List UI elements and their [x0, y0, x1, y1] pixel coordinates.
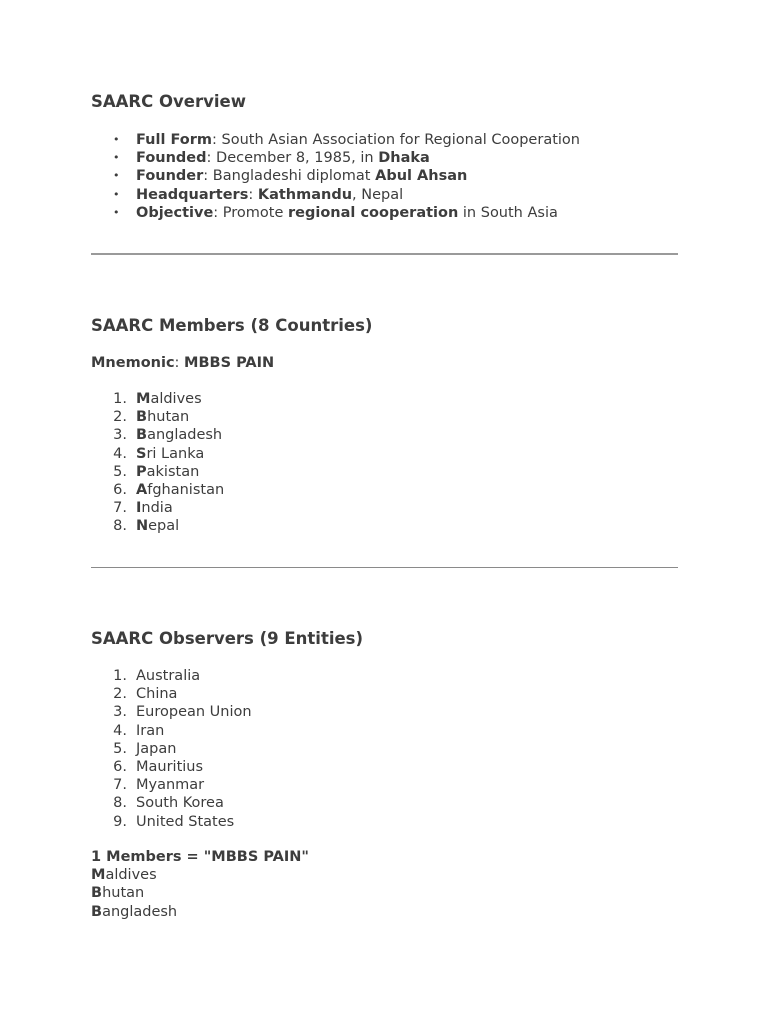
item-text: Australia — [136, 668, 201, 684]
item-initial: M — [91, 867, 106, 884]
item-initial: B — [91, 885, 103, 902]
list-item — [91, 722, 252, 740]
item-text: aldives — [105, 867, 157, 884]
item-label: Full Form — [136, 132, 213, 148]
item-text: ndia — [141, 500, 173, 517]
list-item — [91, 426, 224, 444]
list-number: 8. — [113, 518, 127, 535]
item-text: Promote — [222, 204, 289, 221]
item-text: angladesh — [147, 427, 223, 444]
members-list — [91, 390, 224, 536]
list-number: 7. — [113, 777, 127, 794]
item-text: aldives — [150, 391, 202, 407]
recap-line — [91, 866, 309, 884]
list-item — [91, 499, 224, 517]
bullet-icon: • — [113, 187, 120, 201]
item-text: epal — [148, 518, 180, 535]
item-text: European Union — [136, 704, 252, 721]
item-emphasis: Abul Ahsan — [375, 168, 468, 185]
members-recap — [91, 848, 309, 921]
item-initial: P — [136, 463, 147, 480]
members-heading: SAARC Members (8 Countries) — [91, 316, 373, 335]
bullet-icon: • — [113, 169, 120, 183]
list-number: 5. — [113, 740, 127, 757]
item-text: in South Asia — [458, 204, 558, 221]
item-text: South Asian Association for Regional Cooperation — [221, 132, 580, 148]
item-label: Headquarters — [136, 186, 249, 203]
list-number: 1. — [113, 668, 127, 684]
item-text: akistan — [146, 463, 200, 480]
section-divider — [91, 567, 678, 568]
item-text: ri Lanka — [146, 445, 205, 462]
list-item — [91, 517, 224, 535]
item-text: Bangladeshi diplomat — [212, 168, 376, 185]
item-text: South Korea — [136, 795, 224, 812]
list-item — [91, 481, 224, 499]
bullet-icon: • — [113, 205, 120, 219]
recap-heading — [91, 848, 309, 866]
list-number: 7. — [113, 500, 127, 517]
item-text: Iran — [136, 722, 165, 739]
item-separator: : — [248, 186, 258, 203]
overview-item-founded — [91, 149, 580, 167]
item-emphasis: Dhaka — [378, 150, 430, 167]
item-text: Japan — [136, 740, 177, 757]
list-item — [91, 703, 252, 721]
list-item — [91, 776, 252, 794]
list-item — [91, 667, 252, 685]
item-text: angladesh — [102, 903, 178, 920]
list-item — [91, 794, 252, 812]
item-initial: I — [136, 500, 142, 517]
list-number: 1. — [113, 391, 127, 407]
observers-list — [91, 667, 252, 831]
item-label: Objective — [136, 204, 214, 221]
item-initial: A — [136, 482, 148, 499]
item-label: Founder — [136, 168, 204, 185]
list-number: 4. — [113, 445, 127, 462]
item-text: China — [136, 686, 178, 703]
mnemonic-line — [91, 354, 274, 372]
item-emphasis: Kathmandu — [257, 186, 353, 203]
overview-item-headquarters — [91, 186, 580, 204]
list-number: 2. — [113, 409, 127, 426]
item-initial: M — [136, 391, 151, 407]
list-number: 4. — [113, 722, 127, 739]
mnemonic-separator: : — [174, 355, 185, 371]
recap-line — [91, 903, 309, 921]
recap-heading-text: 1 Members = "MBBS PAIN" — [91, 849, 309, 865]
list-number: 3. — [113, 704, 127, 721]
list-item — [91, 740, 252, 758]
list-item — [91, 813, 252, 831]
list-number: 2. — [113, 686, 127, 703]
list-item — [91, 390, 224, 408]
item-initial: S — [136, 445, 147, 462]
item-text: Myanmar — [136, 777, 205, 794]
item-separator: : — [203, 168, 213, 185]
overview-item-full-form — [91, 131, 580, 149]
item-text: hutan — [102, 885, 145, 902]
list-item — [91, 758, 252, 776]
list-item — [91, 685, 252, 703]
recap-line — [91, 884, 309, 902]
item-initial: B — [136, 409, 148, 426]
item-emphasis: regional cooperation — [288, 204, 459, 221]
item-text: United States — [136, 813, 235, 830]
item-initial: B — [91, 903, 103, 920]
item-separator: : — [212, 132, 222, 148]
item-text: fghanistan — [147, 482, 225, 499]
overview-list — [91, 131, 580, 222]
list-number: 5. — [113, 463, 127, 480]
section-divider — [91, 253, 678, 255]
bullet-icon: • — [113, 151, 120, 165]
overview-item-objective — [91, 204, 580, 222]
mnemonic-label: Mnemonic — [91, 355, 175, 371]
list-item — [91, 445, 224, 463]
list-number: 9. — [113, 813, 127, 830]
item-separator: : — [213, 204, 223, 221]
bullet-icon: • — [113, 133, 120, 146]
overview-heading: SAARC Overview — [91, 92, 246, 111]
item-text: hutan — [147, 409, 190, 426]
item-initial: B — [136, 427, 148, 444]
list-number: 8. — [113, 795, 127, 812]
item-initial: N — [136, 518, 149, 535]
list-number: 6. — [113, 482, 127, 499]
mnemonic-value: MBBS PAIN — [184, 355, 275, 371]
observers-heading: SAARC Observers (9 Entities) — [91, 629, 364, 648]
list-number: 6. — [113, 759, 127, 776]
item-text: , Nepal — [352, 186, 404, 203]
overview-item-founder — [91, 167, 580, 185]
item-label: Founded — [136, 150, 207, 167]
list-number: 3. — [113, 427, 127, 444]
item-separator: : — [206, 150, 217, 167]
item-text: December 8, 1985, in — [216, 150, 379, 167]
item-text: Mauritius — [136, 759, 204, 776]
list-item — [91, 408, 224, 426]
list-item — [91, 463, 224, 481]
